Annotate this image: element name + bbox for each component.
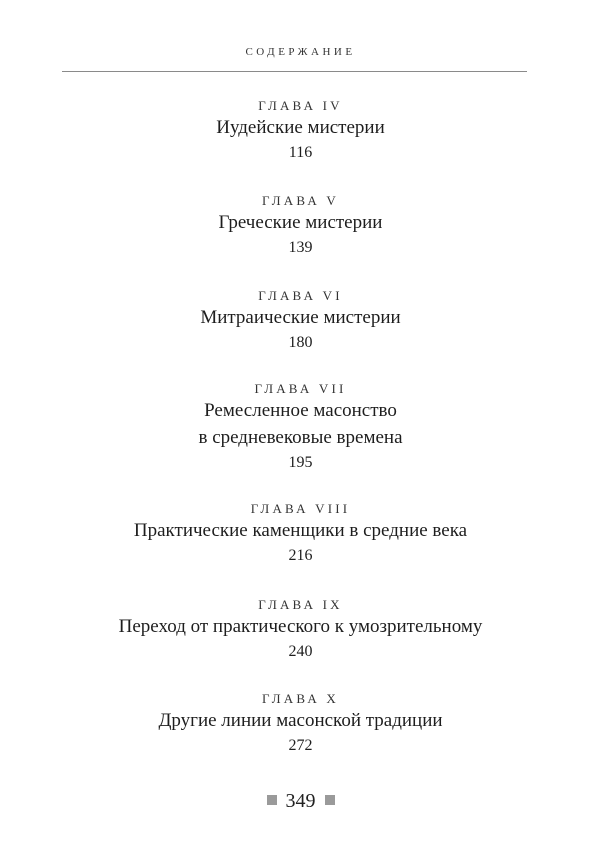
toc-entry-chapter-10[interactable] bbox=[0, 691, 601, 757]
chapter-title bbox=[0, 114, 601, 141]
chapter-title-line: Ремесленное масонство bbox=[204, 400, 397, 421]
toc-entry-chapter-5[interactable] bbox=[0, 193, 601, 259]
chapter-title-line: Практические каменщики в средние века bbox=[133, 520, 468, 541]
chapter-title bbox=[0, 304, 601, 331]
square-ornament-icon bbox=[267, 795, 277, 805]
square-ornament-icon bbox=[325, 795, 335, 805]
chapter-label: ГЛАВА IV bbox=[258, 98, 343, 113]
chapter-label: ГЛАВА VIII bbox=[250, 501, 351, 516]
chapter-page-number: 116 bbox=[288, 144, 313, 161]
chapter-title-line: Митраические мистерии bbox=[200, 307, 401, 328]
toc-entry-chapter-4[interactable] bbox=[0, 98, 601, 164]
chapter-page-number: 195 bbox=[288, 454, 313, 471]
header-rule bbox=[62, 71, 527, 72]
chapter-page-number: 139 bbox=[288, 239, 313, 256]
chapter-label: ГЛАВА IX bbox=[258, 597, 343, 612]
chapter-page-number: 240 bbox=[288, 643, 313, 660]
chapter-page-number: 272 bbox=[288, 737, 313, 754]
chapter-label: ГЛАВА VII bbox=[254, 381, 347, 396]
chapter-title-line: Греческие мистерии bbox=[218, 212, 383, 233]
chapter-title-line: Переход от практического к умозрительному bbox=[118, 616, 483, 637]
running-head: СОДЕРЖАНИЕ bbox=[245, 46, 356, 58]
chapter-title bbox=[0, 613, 601, 640]
chapter-title bbox=[0, 397, 601, 451]
toc-entry-chapter-8[interactable] bbox=[0, 501, 601, 567]
page-number: 349 bbox=[285, 790, 316, 812]
chapter-title bbox=[0, 517, 601, 544]
page-folio bbox=[0, 788, 601, 814]
chapter-label: ГЛАВА X bbox=[261, 691, 340, 706]
chapter-label: ГЛАВА V bbox=[261, 193, 340, 208]
toc-entry-chapter-9[interactable] bbox=[0, 597, 601, 663]
chapter-title-line: в средневековые времена bbox=[198, 427, 403, 448]
chapter-page-number: 216 bbox=[288, 547, 313, 564]
chapter-title bbox=[0, 707, 601, 734]
chapter-page-number: 180 bbox=[288, 334, 313, 351]
chapter-title bbox=[0, 209, 601, 236]
chapter-title-line: Другие линии масонской традиции bbox=[158, 710, 443, 731]
chapter-label: ГЛАВА VI bbox=[258, 288, 343, 303]
toc-entry-chapter-6[interactable] bbox=[0, 288, 601, 354]
toc-entry-chapter-7[interactable] bbox=[0, 381, 601, 474]
chapter-title-line: Иудейские мистерии bbox=[216, 117, 385, 138]
